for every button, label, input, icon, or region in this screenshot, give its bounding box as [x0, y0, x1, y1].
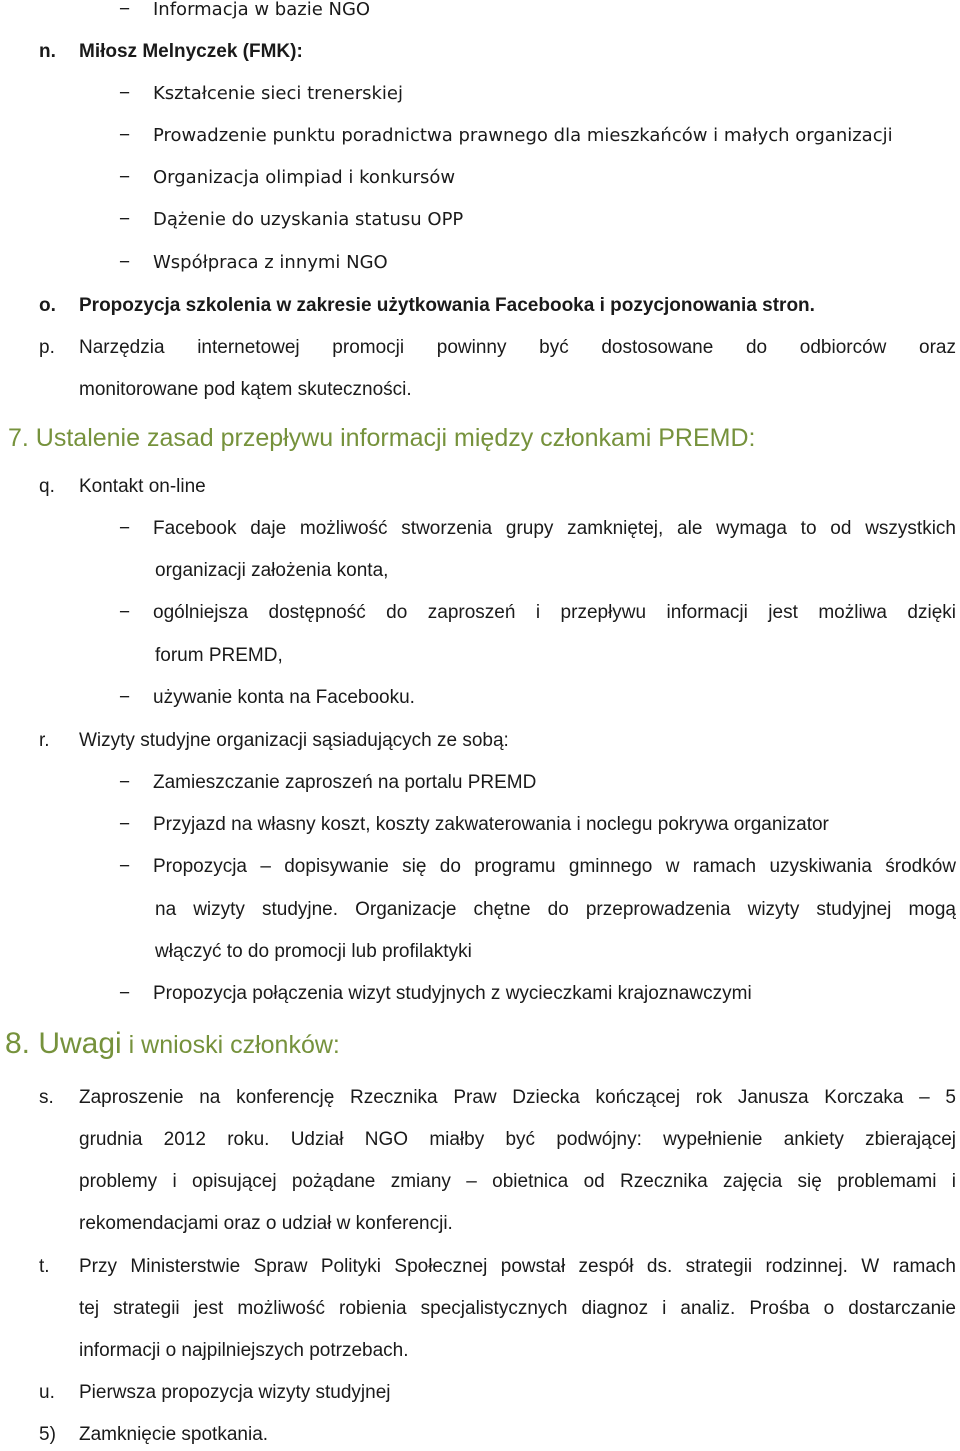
list-item-continuation: organizacji założenia konta,: [155, 560, 389, 581]
section-t-line: tej strategii jest możliwość robienia specjalistycznych diagnoz i analiz. Prośba o dostarczanie: [79, 1298, 956, 1319]
list-item: Przyjazd na własny koszt, koszty zakwaterowania i noclegu pokrywa organizator: [153, 814, 829, 835]
section-p-line: Narzędzia internetowej promocji powinny być dostosowane do odbiorców oraz: [79, 337, 956, 358]
dash-bullet: −: [119, 856, 131, 877]
list-item: Organizacja olimpiad i konkursów: [153, 167, 456, 188]
section-p-line: monitorowane pod kątem skuteczności.: [79, 379, 412, 400]
section-s-line: grudnia 2012 roku. Udział NGO miałby być podwójny: wypełnienie ankiety zbierającej: [79, 1129, 956, 1150]
dash-bullet: −: [119, 772, 131, 793]
dash-bullet: −: [119, 83, 131, 104]
list-item-continuation: włączyć to do promocji lub profilaktyki: [155, 941, 472, 962]
heading-8: [5, 1026, 340, 1067]
dash-bullet: −: [119, 252, 131, 273]
section-n-marker: n.: [39, 41, 56, 62]
list-item: Prowadzenie punktu poradnictwa prawnego dla mieszkańców i małych organizacji: [153, 125, 893, 146]
dash-bullet: −: [119, 0, 131, 20]
list-item: Propozycja – dopisywanie się do programu gminnego w ramach uzyskiwania środków: [153, 856, 956, 877]
list-item: ogólniejsza dostępność do zaproszeń i przepływu informacji jest możliwa dzięki: [153, 602, 956, 623]
dash-bullet: −: [119, 518, 131, 539]
heading-8-lead: 8. Uwagi: [5, 1027, 122, 1060]
section-o-marker: o.: [39, 295, 56, 316]
list-item: Dążenie do uzyskania statusu OPP: [153, 209, 464, 230]
list-item: Współpraca z innymi NGO: [153, 252, 388, 273]
section-t-line: informacji o najpilniejszych potrzebach.: [79, 1340, 409, 1361]
section-q-title: Kontakt on-line: [79, 476, 206, 497]
section-n-title: Miłosz Melnyczek (FMK):: [79, 41, 303, 62]
list-item: Facebook daje możliwość stworzenia grupy zamkniętej, ale wymaga to od wszystkich: [153, 518, 956, 539]
list-item: Propozycja połączenia wizyt studyjnych z wycieczkami krajoznawczymi: [153, 983, 752, 1004]
section-u-marker: u.: [39, 1382, 55, 1403]
section-s-line: Zaproszenie na konferencję Rzecznika Praw Dziecka kończącej rok Janusza Korczaka – 5: [79, 1087, 956, 1108]
section-r-title: Wizyty studyjne organizacji sąsiadujących ze sobą:: [79, 730, 509, 751]
section-r-marker: r.: [39, 730, 50, 751]
section-5-marker: 5): [39, 1424, 56, 1445]
section-5-text: Zamknięcie spotkania.: [79, 1424, 269, 1445]
list-item: Kształcenie sieci trenerskiej: [153, 83, 403, 104]
section-s-marker: s.: [39, 1087, 54, 1108]
dash-bullet: −: [119, 983, 131, 1004]
section-q-marker: q.: [39, 476, 55, 497]
section-s-line: problemy i opisującej pożądane zmiany – obietnica od Rzecznika zajęcia się problemami i: [79, 1171, 956, 1192]
dash-bullet: −: [119, 125, 131, 146]
list-item-continuation: na wizyty studyjne. Organizacje chętne do przeprowadzenia wizyty studyjnej mogą: [155, 899, 956, 920]
dash-bullet: −: [119, 814, 131, 835]
list-item: Informacja w bazie NGO: [153, 0, 371, 20]
section-o-text: Propozycja szkolenia w zakresie użytkowania Facebooka i pozycjonowania stron.: [79, 295, 815, 316]
list-item: używanie konta na Facebooku.: [153, 687, 415, 708]
dash-bullet: −: [119, 209, 131, 230]
dash-bullet: −: [119, 167, 131, 188]
section-t-marker: t.: [39, 1256, 50, 1277]
list-item-continuation: forum PREMD,: [155, 645, 283, 666]
dash-bullet: −: [119, 687, 131, 708]
section-p-marker: p.: [39, 337, 55, 358]
section-s-line: rekomendacjami oraz o udział w konferencji.: [79, 1213, 453, 1234]
section-u-text: Pierwsza propozycja wizyty studyjnej: [79, 1382, 391, 1403]
dash-bullet: −: [119, 602, 131, 623]
heading-7: 7. Ustalenie zasad przepływu informacji między członkami PREMD:: [8, 424, 756, 452]
list-item: Zamieszczanie zaproszeń na portalu PREMD: [153, 772, 537, 793]
heading-8-rest: i wnioski członków:: [121, 1031, 340, 1059]
section-t-line: Przy Ministerstwie Spraw Polityki Społecznej powstał zespół ds. strategii rodzinnej. W ramach: [79, 1256, 956, 1277]
